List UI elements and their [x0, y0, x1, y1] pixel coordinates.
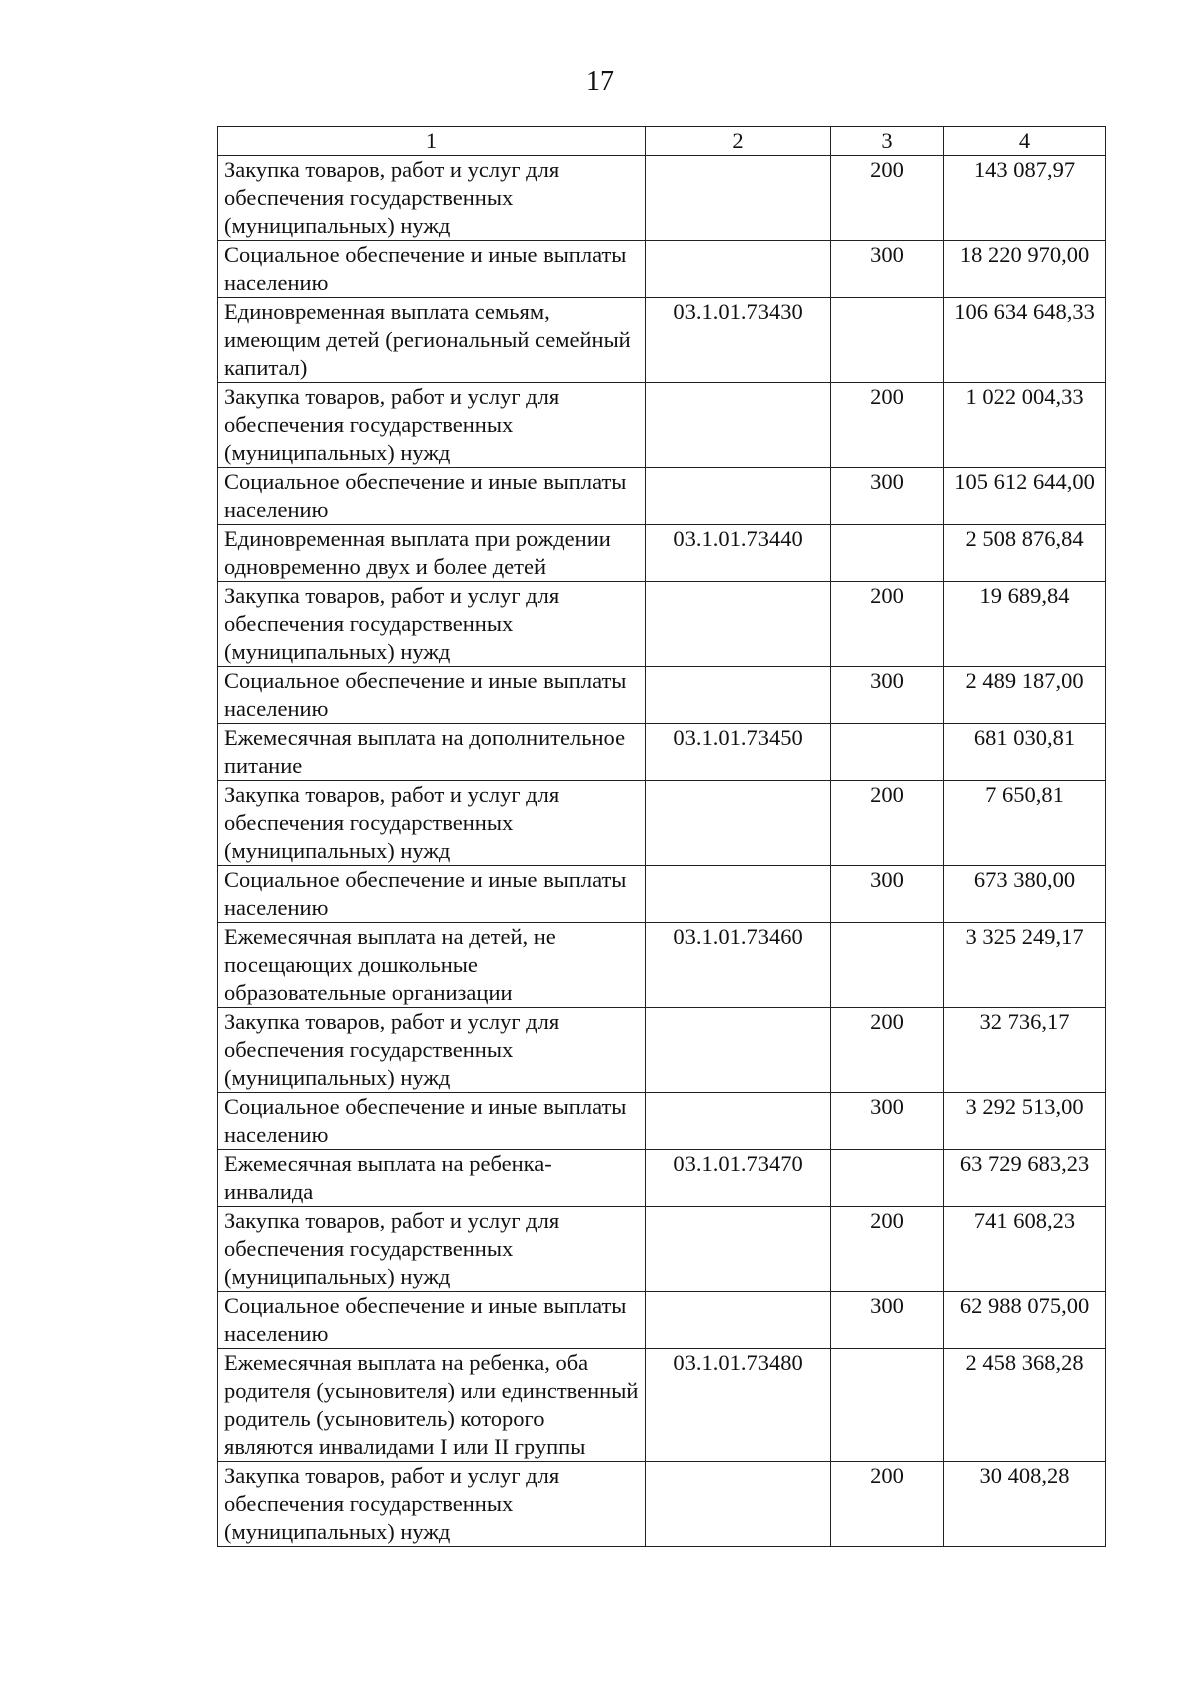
row-name-cell: Закупка товаров, работ и услуг для обеспечения государственных (муниципальных) нужд — [218, 1207, 646, 1292]
table-header-row — [218, 127, 1106, 156]
table-row — [218, 241, 1106, 298]
row-amount-cell: 2 489 187,00 — [944, 667, 1106, 724]
table-row — [218, 1292, 1106, 1349]
row-expense-type-cell: 300 — [831, 667, 944, 724]
row-code-cell — [646, 1008, 831, 1093]
column-header: 1 — [218, 127, 646, 156]
row-amount-cell: 18 220 970,00 — [944, 241, 1106, 298]
column-header: 4 — [944, 127, 1106, 156]
page-number: 17 — [586, 66, 614, 97]
row-amount-cell: 30 408,28 — [944, 1462, 1106, 1547]
row-amount-cell: 19 689,84 — [944, 582, 1106, 667]
row-name-cell: Социальное обеспечение и иные выплаты населению — [218, 468, 646, 525]
row-expense-type-cell — [831, 1349, 944, 1462]
row-code-cell — [646, 1462, 831, 1547]
table-row — [218, 1207, 1106, 1292]
table-row — [218, 468, 1106, 525]
row-amount-cell: 1 022 004,33 — [944, 383, 1106, 468]
table-row — [218, 1349, 1106, 1462]
row-code-cell — [646, 866, 831, 923]
row-code-cell: 03.1.01.73440 — [646, 525, 831, 582]
row-name-cell: Ежемесячная выплата на дополнительное питание — [218, 724, 646, 781]
row-code-cell — [646, 383, 831, 468]
row-name-cell: Ежемесячная выплата на ребенка-инвалида — [218, 1150, 646, 1207]
table-row — [218, 156, 1106, 241]
row-name-cell: Закупка товаров, работ и услуг для обеспечения государственных (муниципальных) нужд — [218, 582, 646, 667]
row-expense-type-cell: 200 — [831, 1207, 944, 1292]
column-header: 2 — [646, 127, 831, 156]
row-code-cell — [646, 1093, 831, 1150]
row-code-cell: 03.1.01.73450 — [646, 724, 831, 781]
row-expense-type-cell: 200 — [831, 156, 944, 241]
row-amount-cell: 3 292 513,00 — [944, 1093, 1106, 1150]
budget-table — [217, 126, 1106, 1547]
row-expense-type-cell: 200 — [831, 1462, 944, 1547]
row-expense-type-cell: 300 — [831, 241, 944, 298]
row-amount-cell: 681 030,81 — [944, 724, 1106, 781]
table-row — [218, 1462, 1106, 1547]
row-code-cell — [646, 1292, 831, 1349]
column-header: 3 — [831, 127, 944, 156]
row-expense-type-cell: 200 — [831, 383, 944, 468]
table-row — [218, 781, 1106, 866]
row-name-cell: Ежемесячная выплата на ребенка, оба родителя (усыновителя) или единственный родитель (усыновитель) которого являются инвалидами I или II группы — [218, 1349, 646, 1462]
row-expense-type-cell: 200 — [831, 1008, 944, 1093]
row-amount-cell: 62 988 075,00 — [944, 1292, 1106, 1349]
table-row — [218, 923, 1106, 1008]
row-expense-type-cell — [831, 1150, 944, 1207]
row-expense-type-cell: 300 — [831, 1093, 944, 1150]
table-row — [218, 667, 1106, 724]
table-row — [218, 1008, 1106, 1093]
row-code-cell — [646, 582, 831, 667]
row-expense-type-cell — [831, 298, 944, 383]
row-expense-type-cell — [831, 724, 944, 781]
row-name-cell: Социальное обеспечение и иные выплаты населению — [218, 866, 646, 923]
row-amount-cell: 32 736,17 — [944, 1008, 1106, 1093]
row-name-cell: Закупка товаров, работ и услуг для обеспечения государственных (муниципальных) нужд — [218, 156, 646, 241]
row-expense-type-cell: 200 — [831, 781, 944, 866]
row-amount-cell: 673 380,00 — [944, 866, 1106, 923]
row-amount-cell: 63 729 683,23 — [944, 1150, 1106, 1207]
row-expense-type-cell: 300 — [831, 468, 944, 525]
row-amount-cell: 2 508 876,84 — [944, 525, 1106, 582]
table-row — [218, 866, 1106, 923]
row-code-cell: 03.1.01.73460 — [646, 923, 831, 1008]
row-code-cell: 03.1.01.73480 — [646, 1349, 831, 1462]
row-name-cell: Социальное обеспечение и иные выплаты населению — [218, 1093, 646, 1150]
row-code-cell — [646, 468, 831, 525]
row-name-cell: Закупка товаров, работ и услуг для обеспечения государственных (муниципальных) нужд — [218, 1462, 646, 1547]
row-code-cell: 03.1.01.73430 — [646, 298, 831, 383]
row-expense-type-cell — [831, 923, 944, 1008]
row-expense-type-cell: 300 — [831, 1292, 944, 1349]
table-row — [218, 298, 1106, 383]
row-amount-cell: 143 087,97 — [944, 156, 1106, 241]
row-name-cell: Единовременная выплата семьям, имеющим детей (региональный семейный капитал) — [218, 298, 646, 383]
row-name-cell: Единовременная выплата при рождении одновременно двух и более детей — [218, 525, 646, 582]
row-code-cell — [646, 1207, 831, 1292]
table-row — [218, 1093, 1106, 1150]
row-name-cell: Социальное обеспечение и иные выплаты населению — [218, 1292, 646, 1349]
table-row — [218, 582, 1106, 667]
row-code-cell — [646, 781, 831, 866]
row-name-cell: Закупка товаров, работ и услуг для обеспечения государственных (муниципальных) нужд — [218, 383, 646, 468]
row-name-cell: Ежемесячная выплата на детей, не посещающих дошкольные образовательные организации — [218, 923, 646, 1008]
row-amount-cell: 741 608,23 — [944, 1207, 1106, 1292]
row-amount-cell: 7 650,81 — [944, 781, 1106, 866]
row-code-cell — [646, 241, 831, 298]
row-code-cell — [646, 667, 831, 724]
row-name-cell: Социальное обеспечение и иные выплаты населению — [218, 667, 646, 724]
row-expense-type-cell: 200 — [831, 582, 944, 667]
table-row — [218, 383, 1106, 468]
table-row — [218, 525, 1106, 582]
row-amount-cell: 105 612 644,00 — [944, 468, 1106, 525]
row-amount-cell: 106 634 648,33 — [944, 298, 1106, 383]
row-expense-type-cell — [831, 525, 944, 582]
row-name-cell: Социальное обеспечение и иные выплаты населению — [218, 241, 646, 298]
row-code-cell: 03.1.01.73470 — [646, 1150, 831, 1207]
row-name-cell: Закупка товаров, работ и услуг для обеспечения государственных (муниципальных) нужд — [218, 1008, 646, 1093]
row-name-cell: Закупка товаров, работ и услуг для обеспечения государственных (муниципальных) нужд — [218, 781, 646, 866]
row-expense-type-cell: 300 — [831, 866, 944, 923]
table-row — [218, 1150, 1106, 1207]
table-body — [218, 156, 1106, 1547]
row-code-cell — [646, 156, 831, 241]
row-amount-cell: 2 458 368,28 — [944, 1349, 1106, 1462]
row-amount-cell: 3 325 249,17 — [944, 923, 1106, 1008]
table-row — [218, 724, 1106, 781]
